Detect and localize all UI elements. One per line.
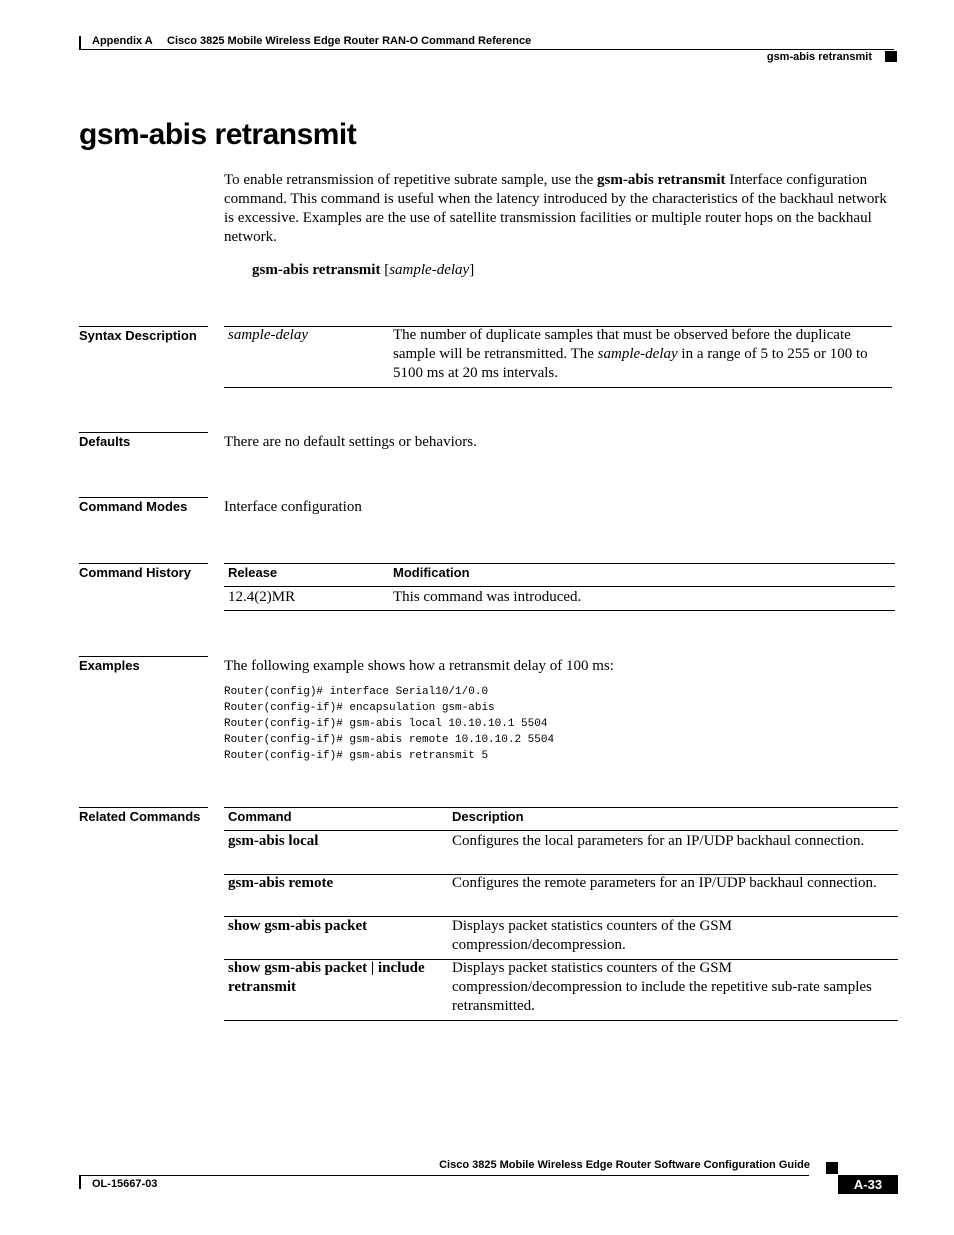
history-table-top-rule <box>224 563 895 564</box>
footer-left-bar <box>79 1175 81 1189</box>
examples-label: Examples <box>79 658 140 673</box>
related-row-description: Configures the local parameters for an IP/UDP backhaul connection. <box>452 833 865 849</box>
related-header-description: Description <box>452 809 524 824</box>
header-section: gsm-abis retransmit <box>766 51 872 63</box>
defaults-text: There are no default settings or behaviors. <box>224 434 477 450</box>
header-appendix: Appendix A <box>92 35 153 47</box>
history-table-header-rule <box>224 586 895 587</box>
command-modes-label-rule <box>79 497 208 498</box>
related-row-command: show gsm-abis packet | include retransmit <box>228 960 425 995</box>
related-commands-label: Related Commands <box>79 809 201 824</box>
code-line: Router(config-if)# gsm-abis retransmit 5 <box>224 750 489 762</box>
header-corner-block <box>885 51 897 62</box>
syntax-command: gsm-abis retransmit <box>252 262 381 278</box>
syntax-table-arg-text: sample-delay <box>228 327 308 343</box>
syntax-desc-arg: sample-delay <box>597 346 678 362</box>
related-row-command: gsm-abis remote <box>228 875 334 891</box>
defaults-label: Defaults <box>79 434 131 449</box>
history-table-bottom-rule <box>224 610 895 611</box>
related-table-top-rule <box>224 807 898 808</box>
history-row-release: 12.4(2)MR <box>228 589 296 605</box>
header-doc-title: Cisco 3825 Mobile Wireless Edge Router RAN-O Command Reference <box>167 35 532 47</box>
intro-text-1: To enable retransmission of repetitive subrate sample, use the <box>224 172 598 188</box>
code-line: Router(config-if)# gsm-abis remote 10.10.10.2 5504 <box>224 734 555 746</box>
code-line: Router(config-if)# encapsulation gsm-abis <box>224 702 495 714</box>
related-table-header-rule <box>224 830 898 831</box>
command-modes-text: Interface configuration <box>224 499 362 515</box>
defaults-label-rule <box>79 432 208 433</box>
intro-paragraph <box>224 171 896 247</box>
syntax-open-bracket: [ <box>380 262 390 278</box>
syntax-argument: sample-delay <box>389 262 470 278</box>
intro-text-2: Interface configuration command. This command is useful when the latency introduced by the characteristics of the backhaul network is excessive. Examples are the use of satellite transmission facilities or multiple router hops on the backhaul network. <box>224 172 887 245</box>
related-commands-label-rule <box>79 807 208 808</box>
footer-guide-title: Cisco 3825 Mobile Wireless Edge Router Software Configuration Guide <box>439 1159 810 1171</box>
footer-doc-number: OL-15667-03 <box>92 1178 158 1190</box>
related-row-description: Displays packet statistics counters of the GSM compression/decompression to include the repetitive sub-rate samples retransmitted. <box>452 960 872 1014</box>
intro-command: gsm-abis retransmit <box>597 172 726 188</box>
syntax-desc-text-1: The number of duplicate samples that must be observed before the duplicate sample will be retransmitted. The <box>393 327 851 362</box>
related-header-command: Command <box>228 809 292 824</box>
syntax-description-label-rule <box>79 326 208 327</box>
syntax-description-label: Syntax Description <box>79 328 197 343</box>
footer-rule <box>79 1175 809 1176</box>
related-row-description: Displays packet statistics counters of the GSM compression/decompression. <box>452 918 732 953</box>
history-row-modification: This command was introduced. <box>393 589 582 605</box>
command-modes-label: Command Modes <box>79 499 188 514</box>
page-title: gsm-abis retransmit <box>79 118 357 151</box>
related-row-command: show gsm-abis packet <box>228 918 368 934</box>
related-row-description: Configures the remote parameters for an IP/UDP backhaul connection. <box>452 875 877 891</box>
related-row-command: gsm-abis local <box>228 833 319 849</box>
syntax-line <box>252 261 474 280</box>
example-code-block <box>224 684 554 764</box>
command-history-label: Command History <box>79 565 191 580</box>
header-left-bar <box>79 36 81 50</box>
history-header-release: Release <box>228 565 278 580</box>
page-number: A-33 <box>838 1175 898 1194</box>
command-history-label-rule <box>79 563 208 564</box>
syntax-table-arg <box>228 326 308 345</box>
syntax-table-bottom-rule <box>224 387 892 388</box>
syntax-close-bracket: ] <box>469 262 475 278</box>
syntax-table-desc <box>393 326 889 383</box>
examples-text: The following example shows how a retransmit delay of 100 ms: <box>224 658 614 674</box>
footer-corner-block <box>826 1162 838 1174</box>
examples-label-rule <box>79 656 208 657</box>
code-line: Router(config)# interface Serial10/1/0.0 <box>224 686 489 698</box>
header-rule <box>79 49 894 50</box>
related-table-bottom-rule <box>224 1020 898 1021</box>
code-line: Router(config-if)# gsm-abis local 10.10.10.1 5504 <box>224 718 548 730</box>
history-header-modification: Modification <box>393 565 470 580</box>
syntax-desc-text-2: in a range of 5 to 255 or 100 to 5100 ms at 20 ms intervals. <box>393 346 868 381</box>
